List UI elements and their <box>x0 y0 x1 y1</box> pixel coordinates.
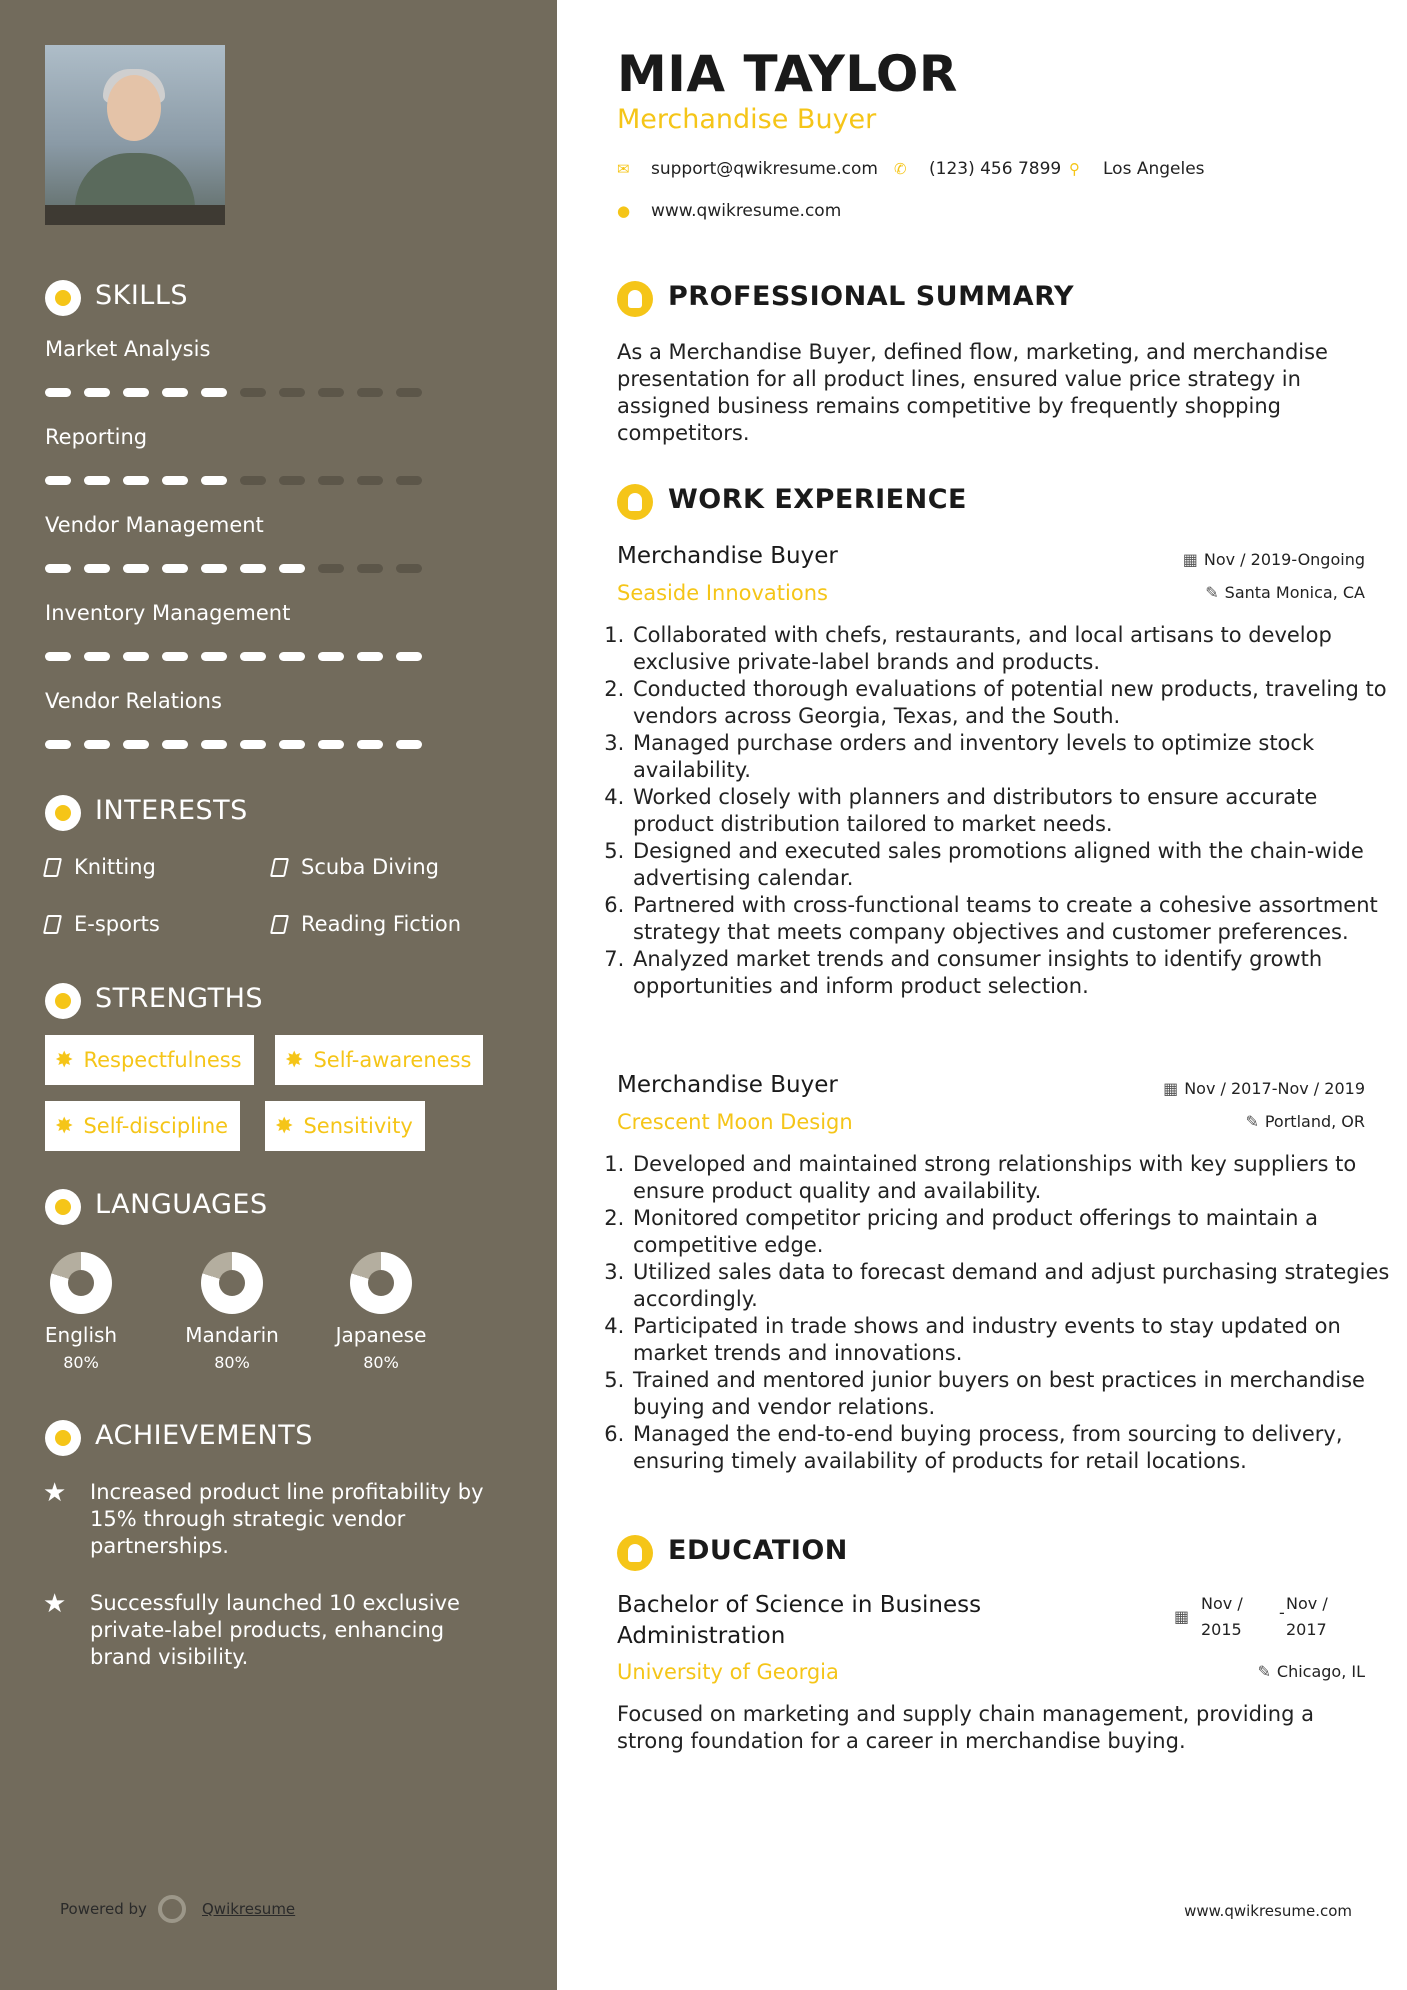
book-icon <box>43 915 62 934</box>
education-start-date: Nov / 2015 <box>1201 1594 1243 1639</box>
date-separator: - <box>1279 1603 1285 1622</box>
job-bullet: 2. Monitored competitor pricing and product offerings to maintain a competitive edge. <box>631 1205 1401 1259</box>
skill-segment <box>396 388 422 397</box>
skill-segment <box>396 476 422 485</box>
skill-segment <box>240 564 266 573</box>
skill-segment <box>162 388 188 397</box>
job-bullet: 4. Participated in trade shows and industry events to stay updated on market trends and innovations. <box>631 1313 1401 1367</box>
job-bullet: 3. Managed purchase orders and inventory levels to optimize stock availability. <box>631 730 1401 784</box>
skill-segment <box>318 388 344 397</box>
lightbulb-icon <box>45 280 81 316</box>
skill-segment <box>84 740 110 749</box>
skill-segment <box>84 652 110 661</box>
summary-text: As a Merchandise Buyer, defined flow, marketing, and merchandise presentation for all product lines, ensured value price strategy in assigned business remains competitive by frequently shopping competitors. <box>617 340 1328 445</box>
skill-segment <box>201 652 227 661</box>
skill-segment <box>123 388 149 397</box>
paper-plane-icon <box>45 795 81 831</box>
language-name: Japanese <box>335 1323 427 1347</box>
languages-heading: LANGUAGES <box>95 1189 268 1220</box>
job-dates: ▦ Nov / 2019-Ongoing <box>1182 550 1365 569</box>
skill-segment <box>84 388 110 397</box>
job-bullet: 3. Utilized sales data to forecast demand and adjust purchasing strategies accordingly. <box>631 1259 1401 1313</box>
skill-segment <box>240 476 266 485</box>
language-donut <box>50 1252 112 1314</box>
job-bullet: 2. Conducted thorough evaluations of potential new products, traveling to vendors across Georgia, Texas, and the South. <box>631 676 1401 730</box>
skill-segment <box>279 740 305 749</box>
job-company: Crescent Moon Design <box>617 1110 853 1134</box>
star-icon: ★ <box>43 1478 67 1508</box>
profile-photo <box>45 45 225 225</box>
star-badge-icon <box>45 1420 81 1456</box>
skill-segment <box>240 388 266 397</box>
job-bullet: 6. Partnered with cross-functional teams to create a cohesive assortment strategy that meets company objectives and customer preferences. <box>631 892 1401 946</box>
job-title: Merchandise Buyer <box>617 543 838 569</box>
interest-item: E-sports <box>45 912 160 936</box>
education-location: ✎ Chicago, IL <box>1257 1662 1365 1681</box>
degree-title: Bachelor of Science in Business Administration <box>617 1592 982 1649</box>
candidate-role: Merchandise Buyer <box>617 104 877 135</box>
experience-heading: WORK EXPERIENCE <box>668 484 967 515</box>
language-donut <box>201 1252 263 1314</box>
skill-bar <box>45 388 435 397</box>
skill-segment <box>357 476 383 485</box>
strengths-heading: STRENGTHS <box>95 983 264 1014</box>
skill-segment <box>84 564 110 573</box>
book-icon <box>270 915 289 934</box>
globe-icon: ● <box>617 202 631 220</box>
translate-icon <box>45 1189 81 1225</box>
skill-segment <box>240 652 266 661</box>
strength-tag: ✸ Respectfulness <box>45 1035 254 1085</box>
skill-bar <box>45 652 435 661</box>
strength-tag: ✸ Sensitivity <box>265 1101 425 1151</box>
sidebar <box>0 0 557 1990</box>
job-bullet: 1. Developed and maintained strong relationships with key suppliers to ensure product quality and availability. <box>631 1151 1401 1205</box>
skill-segment <box>123 564 149 573</box>
skill-segment <box>396 652 422 661</box>
achievement-item: Successfully launched 10 exclusive private-label products, enhancing brand visibility. <box>90 1591 460 1669</box>
skill-name: Inventory Management <box>45 601 291 625</box>
interests-heading: INTERESTS <box>95 795 248 826</box>
skill-segment <box>357 388 383 397</box>
skill-segment <box>396 564 422 573</box>
skill-segment <box>396 740 422 749</box>
skill-segment <box>279 388 305 397</box>
achievement-item: Increased product line profitability by 15% through strategic vendor partnerships. <box>90 1480 484 1558</box>
skill-segment <box>45 652 71 661</box>
education-description: Focused on marketing and supply chain management, providing a strong foundation for a career in merchandise buying. <box>617 1702 1314 1753</box>
footer-url[interactable]: www.qwikresume.com <box>1184 1902 1352 1920</box>
email-text[interactable]: support@qwikresume.com <box>651 159 878 179</box>
skill-segment <box>162 476 188 485</box>
star-icon: ★ <box>43 1589 67 1619</box>
job-bullet: 4. Worked closely with planners and distributors to ensure accurate product distribution tailored to market needs. <box>631 784 1401 838</box>
hand-icon <box>45 983 81 1019</box>
skill-segment <box>240 740 266 749</box>
skill-name: Vendor Management <box>45 513 264 537</box>
calendar-icon: ▦ <box>1174 1607 1190 1626</box>
star-icon: ✸ <box>285 1047 304 1073</box>
skill-segment <box>84 476 110 485</box>
strength-tag: ✸ Self-awareness <box>275 1035 483 1085</box>
skill-segment <box>123 476 149 485</box>
skill-name: Vendor Relations <box>45 689 222 713</box>
education-heading: EDUCATION <box>668 1535 848 1566</box>
language-percent: 80% <box>63 1353 99 1372</box>
candidate-name: MIA TAYLOR <box>617 45 958 103</box>
skill-segment <box>201 740 227 749</box>
job-dates: ▦ Nov / 2017-Nov / 2019 <box>1163 1079 1365 1098</box>
skill-bar <box>45 476 435 485</box>
phone-icon: ✆ <box>894 160 907 178</box>
skill-name: Market Analysis <box>45 337 211 361</box>
job-bullet: 6. Managed the end-to-end buying process, from sourcing to delivery, ensuring timely availability of products for retail locations. <box>631 1421 1401 1475</box>
location-pin-icon: ⚲ <box>1069 160 1080 178</box>
skill-segment <box>318 652 344 661</box>
skill-segment <box>123 740 149 749</box>
language-percent: 80% <box>214 1353 250 1372</box>
summary-heading: PROFESSIONAL SUMMARY <box>668 281 1075 312</box>
skills-heading: SKILLS <box>95 280 189 311</box>
skill-segment <box>162 740 188 749</box>
language-name: Mandarin <box>185 1323 279 1347</box>
qwikresume-link[interactable]: Qwikresume <box>202 1900 296 1918</box>
pin-icon: ✎ <box>1257 1662 1271 1681</box>
job-bullets <box>609 622 1401 1000</box>
main-content <box>557 0 1407 1990</box>
skill-segment <box>279 476 305 485</box>
skill-segment <box>357 652 383 661</box>
star-icon: ✸ <box>55 1113 74 1139</box>
calendar-icon: ▦ <box>1182 550 1198 569</box>
website-text[interactable]: www.qwikresume.com <box>651 201 842 221</box>
powered-by-label: Powered by <box>60 1900 147 1918</box>
skill-bar <box>45 564 435 573</box>
job-location: ✎ Santa Monica, CA <box>1205 583 1365 602</box>
job-company: Seaside Innovations <box>617 581 828 605</box>
skill-segment <box>45 740 71 749</box>
skill-segment <box>279 652 305 661</box>
skill-segment <box>357 740 383 749</box>
pin-icon: ✎ <box>1205 583 1219 602</box>
job-title: Merchandise Buyer <box>617 1072 838 1098</box>
pin-icon: ✎ <box>1245 1112 1259 1131</box>
job-bullet: 7. Analyzed market trends and consumer insights to identify growth opportunities and inform product selection. <box>631 946 1401 1000</box>
interest-item: Knitting <box>45 855 156 879</box>
skill-segment <box>318 740 344 749</box>
job-location: ✎ Portland, OR <box>1245 1112 1365 1131</box>
user-icon <box>617 281 653 317</box>
skill-segment <box>201 476 227 485</box>
skill-name: Reporting <box>45 425 148 449</box>
book-icon <box>270 858 289 877</box>
job-bullets <box>609 1151 1401 1475</box>
skill-segment <box>162 564 188 573</box>
job-bullet: 5. Trained and mentored junior buyers on best practices in merchandise buying and vendor relations. <box>631 1367 1401 1421</box>
calendar-icon: ▦ <box>1163 1079 1179 1098</box>
graduate-icon <box>617 1535 653 1571</box>
skill-segment <box>123 652 149 661</box>
interest-item: Reading Fiction <box>272 912 461 936</box>
skill-segment <box>279 564 305 573</box>
language-percent: 80% <box>363 1353 399 1372</box>
interest-item: Scuba Diving <box>272 855 439 879</box>
achievements-heading: ACHIEVEMENTS <box>95 1420 313 1451</box>
job-bullet: 5. Designed and executed sales promotions aligned with the chain-wide advertising calendar. <box>631 838 1401 892</box>
star-icon: ✸ <box>55 1047 74 1073</box>
skill-segment <box>162 652 188 661</box>
skill-segment <box>318 476 344 485</box>
skill-segment <box>45 388 71 397</box>
skill-segment <box>45 476 71 485</box>
skill-segment <box>201 388 227 397</box>
star-icon: ✸ <box>275 1113 294 1139</box>
skill-segment <box>318 564 344 573</box>
education-end-date: Nov / 2017 <box>1286 1594 1328 1639</box>
qwikresume-logo-icon <box>158 1895 186 1923</box>
language-name: English <box>44 1323 118 1347</box>
location-text: Los Angeles <box>1103 159 1205 179</box>
skill-segment <box>357 564 383 573</box>
phone-text[interactable]: (123) 456 7899 <box>929 159 1062 179</box>
job-bullet: 1. Collaborated with chefs, restaurants, and local artisans to develop exclusive private-label brands and products. <box>631 622 1401 676</box>
email-icon: ✉ <box>617 160 630 178</box>
language-donut <box>350 1252 412 1314</box>
skill-segment <box>45 564 71 573</box>
strength-tag: ✸ Self-discipline <box>45 1101 240 1151</box>
briefcase-icon <box>617 484 653 520</box>
skill-bar <box>45 740 435 749</box>
book-icon <box>43 858 62 877</box>
skill-segment <box>201 564 227 573</box>
school-name: University of Georgia <box>617 1660 839 1684</box>
